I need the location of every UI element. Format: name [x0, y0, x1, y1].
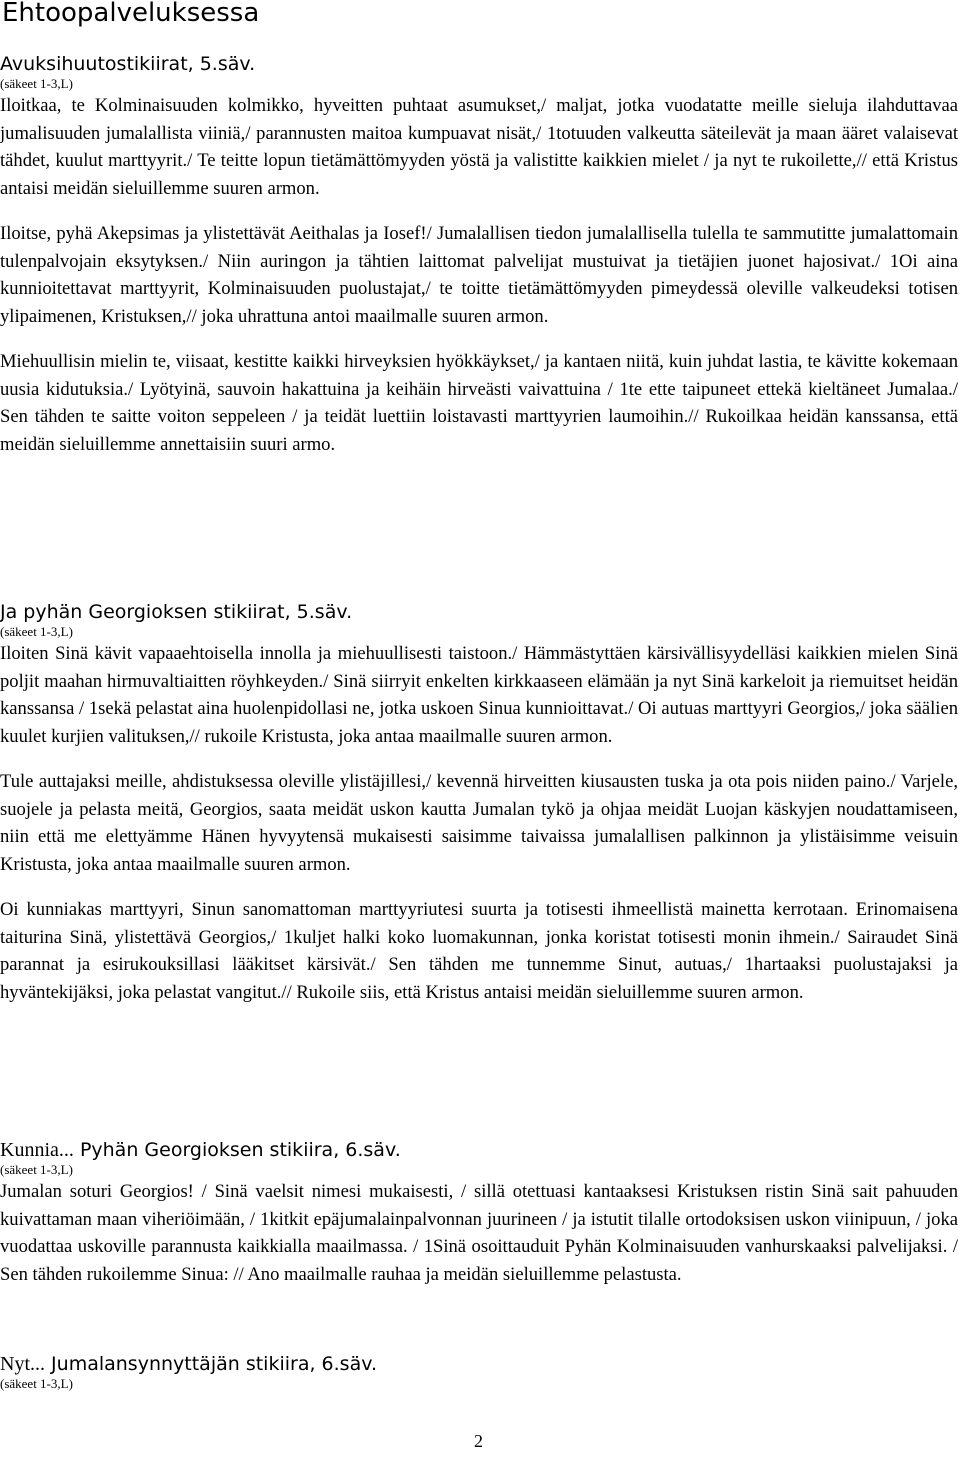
section-heading [0, 52, 958, 76]
heading-title: Avuksihuutostikiirat, 5.säv. [0, 53, 256, 75]
stichera-section [0, 1352, 958, 1392]
stichera-section [0, 1138, 958, 1288]
hymn-paragraph [0, 348, 958, 458]
heading-title: Pyhän Georgioksen stikiira, 6.säv. [79, 1139, 401, 1161]
paragraph-text: Iloitkaa, te Kolminaisuuden kolmikko, hyveitten puhtaat asumukset,/ maljat, jotka vuodatatte meille sieluja ilahduttavaa jumalisuuden jumalallista viiniä,/ parannusten maitoa kumpuavat nisät,/ 1totuuden valkeutta säteilevät ja maan ääret valaisevat tähdet, kuulut marttyyrit./ Te teitte lopun tietämättömyyden yöstä ja valistitte kaikkien mielet / ja nyt te rukoilette,// että Kristus antaisi meidän sieluillemme suuren armon. [0, 95, 958, 199]
paragraph-text: Oi kunniakas marttyyri, Sinun sanomattoman marttyyriutesi suurta ja totisesti ihmeellistä mainetta kerrotaan. Erinomaisena taiturina Sinä, ylistettävä Georgios,/ 1kuljet halki koko luomakunnan, jonka koristat totisesti monin ihmein./ Sairaudet Sinä parannat ja esirukouksillasi lääkitset kärsivät./ Sen tähden me tunnemme Sinut, autuas,/ 1hartaaksi puolustajaksi ja hyväntekijäksi, joka pelastat vangitut.// Rukoile siis, että Kristus antaisi meidän sieluillemme suuren armon. [0, 899, 958, 1003]
hymn-paragraph [0, 1178, 958, 1288]
hymn-paragraph [0, 768, 958, 878]
paragraph-text: Iloiten Sinä kävit vapaaehtoisella innolla ja miehuullisesti taistoon./ Hämmästyttäen kärsivällisyydelläsi kaikkien mielen Sinä poljit maahan hirmuvaltiaitten röyhkeyden./ Sinä siirryit enkelten kirkkaaseen elämään ja nyt Sinä karkeloit ja riemuitset heidän kanssansa / 1sekä pelastat aina huolenpidollasi ne, jotka uskoen Sinua kunnioittavat./ Oi autuas marttyyri Georgios,/ joka säälien kuulet kurjien valituksen,// rukoile Kristusta, joka antaa maailmalle suuren armon. [0, 643, 958, 747]
section-heading [0, 1352, 958, 1376]
hymn-paragraph [0, 640, 958, 750]
paragraph-text: Miehuullisin mielin te, viisaat, kestitte kaikki hirveyksien hyökkäykset,/ ja kantaen niitä, kuin juhdat lastia, te kävitte kokemaan uusia kidutuksia./ Lyötyinä, sauvoin hakattuina ja keihäin hirveästi vaivattuina / 1te ette taipuneet ettekä kieltäneet Jumalaa./ Sen tähden te saitte voiton seppeleen / ja teidät luettiin loistavasti marttyyrien laumoihin.// Rukoilkaa heidän kanssansa, että meidän sieluillemme annettaisiin suuri armo. [0, 351, 958, 455]
stichera-section [0, 52, 958, 458]
paragraph-text: Jumalan soturi Georgios! / Sinä vaelsit nimesi mukaisesti, / sillä otettuasi kantaaksesi Kristuksen ristin Sinä sait pahuuden kuivattaman maan viheriöimään, / 1kitkit epäjumalainpalvonnan juurineen / ja istutit tilalle ortodoksisen uskon viinipuun, / joka vuodattaa uskoville parannusta kaikkialla maailmassa. / 1Sinä osoittauduit Pyhän Kolminaisuuden vanhurskaaksi palvelijaksi. / Sen tähden rukoilemme Sinua: // Ano maailmalle rauhaa ja meidän sieluillemme pelastusta. [0, 1181, 958, 1285]
page-title: Ehtoopalveluksessa [2, 0, 260, 28]
hymn-paragraph [0, 92, 958, 202]
page-number: 2 [474, 1431, 483, 1451]
heading-lead: Kunnia... [0, 1139, 74, 1161]
verse-note: (säkeet 1-3,L) [0, 624, 73, 639]
verse-note: (säkeet 1-3,L) [0, 1376, 73, 1391]
hymn-paragraph [0, 220, 958, 330]
paragraph-text: Tule auttajaksi meille, ahdistuksessa oleville ylistäjillesi,/ kevennä hirveitten kiusausten tuska ja ota pois niiden paino./ Varjele, suojele ja pelasta meitä, Georgios, saata meidät uskon kautta Jumalan tykö ja ohjaa meidät Luojan käskyjen noudattamiseen, niin että me elettyämme Hänen hyvyytensä mukaisesti saisimme taivaissa jumalallisen palkinnon ja ylistäisimme veisuin Kristusta, joka antaa maailmalle suuren armon. [0, 771, 958, 875]
paragraph-text: Iloitse, pyhä Akepsimas ja ylistettävät Aeithalas ja Iosef!/ Jumalallisen tiedon jumalallisella tulella te sammutitte jumalattomain tulenpalvojain eksytyksen./ Niin auringon ja tähtien laittomat palvelijat mustuivat ja tietäjien juonet hajosivat./ 1Oi aina kunnioitettavat marttyyrit, Kolminaisuuden puolustajat,/ te toitte tietämättömyyden pimeydessä oleville valkeudeksi totisen ylipaimenen, Kristuksen,// joka uhrattuna antoi maailmalle suuren armon. [0, 223, 958, 327]
verse-note: (säkeet 1-3,L) [0, 76, 73, 91]
heading-lead: Nyt... [0, 1353, 45, 1375]
heading-title: Ja pyhän Georgioksen stikiirat, 5.säv. [0, 601, 353, 623]
verse-note: (säkeet 1-3,L) [0, 1162, 73, 1177]
section-heading [0, 600, 958, 624]
stichera-section [0, 600, 958, 1006]
section-heading [0, 1138, 958, 1162]
hymn-paragraph [0, 896, 958, 1006]
heading-title: Jumalansynnyttäjän stikiira, 6.säv. [51, 1353, 378, 1375]
